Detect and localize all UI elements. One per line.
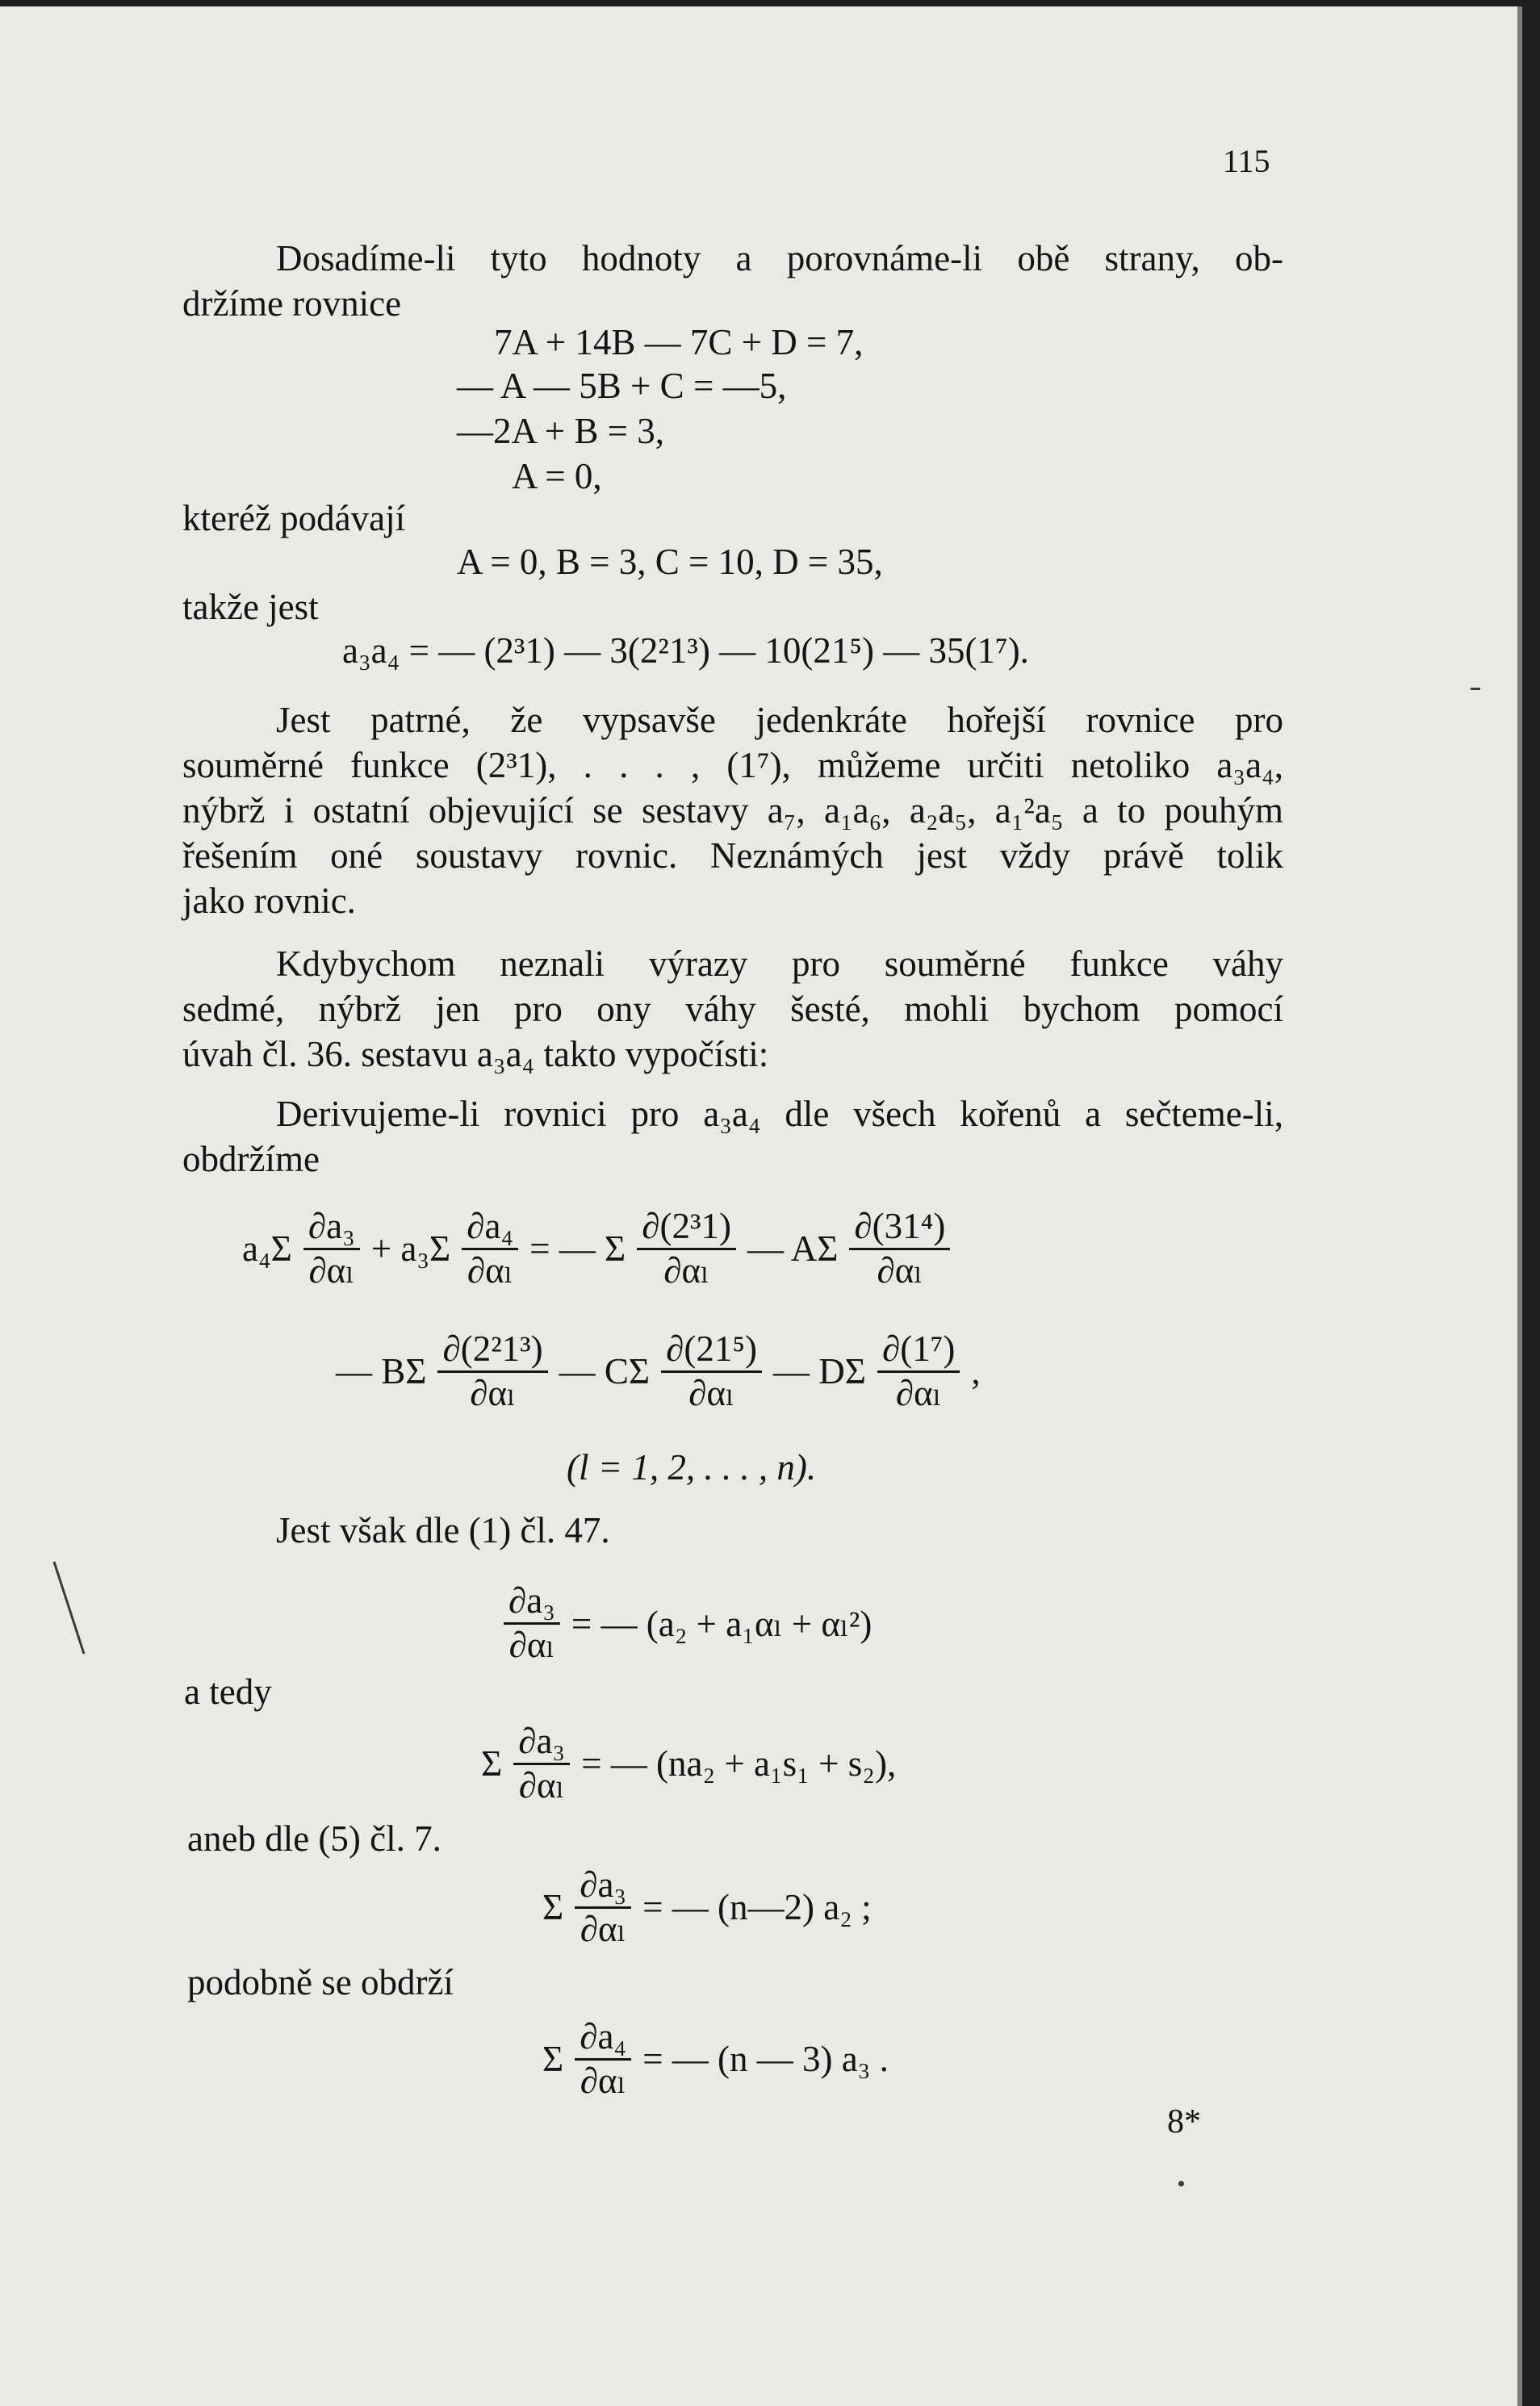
sigma-symbol: Σ <box>542 1887 564 1928</box>
similarly-text: podobně se obdrží <box>187 1962 454 2002</box>
but-text: Jest však dle (1) čl. 47. <box>276 1510 610 1550</box>
eq-term4-fraction: $\frac{\text{∂(31⁴)}}{\text{∂αₗ}}$ <box>849 1206 950 1292</box>
sum-a4-result <box>542 2016 889 2103</box>
eq-term3-prefix: = — Σ <box>529 1228 626 1270</box>
index-range: (l = 1, 2, . . . , n). <box>567 1447 817 1488</box>
derivative-equation-line2 <box>336 1329 981 1415</box>
eq-term7-comma: , <box>971 1351 981 1392</box>
derivative-equation-line1 <box>242 1206 950 1292</box>
solution-line: A = 0, B = 3, C = 10, D = 35, <box>457 542 883 582</box>
eq-term5-fraction: $\frac{\text{∂(2²1³)}}{\text{∂αₗ}}$ <box>437 1329 547 1415</box>
eq-term2-prefix: + a₃Σ <box>370 1228 451 1270</box>
eq-term6-prefix: — CΣ <box>559 1351 651 1392</box>
signature-mark: 8* <box>1167 2103 1201 2140</box>
para2-line2: souměrné funkce (2³1), . . . , (1⁷), můžeme určiti netoliko a₃a₄, <box>182 745 1283 785</box>
eq4-rhs: = — (n — 3) a₃ . <box>642 2039 889 2080</box>
eq-term5-prefix: — BΣ <box>336 1351 427 1392</box>
eq-term2-fraction: $\frac{\text{∂a₄}}{\text{∂αₗ}}$ <box>462 1206 518 1292</box>
eq-term4-prefix: — AΣ <box>747 1228 839 1270</box>
sigma-symbol: Σ <box>542 2039 564 2080</box>
system-row-4: A = 0, <box>512 456 602 496</box>
stray-dot <box>1178 2181 1184 2186</box>
so-that-text: takže jest <box>182 587 319 627</box>
para3-line2: sedmé, nýbrž jen pro ony váhy šesté, mohli bychom pomocí <box>182 989 1283 1029</box>
eq-term7-fraction: $\frac{\text{∂(1⁷)}}{\text{∂αₗ}}$ <box>877 1329 960 1415</box>
para2-line1: Jest patrné, že vypsavše jedenkráte hořejší rovnice pro <box>276 700 1283 740</box>
system-row-2: — A — 5B + C = —5, <box>457 366 787 406</box>
partial-a3-equation <box>504 1580 872 1667</box>
eq4-fraction: $\frac{\text{∂a₄}}{\text{∂αₗ}}$ <box>575 2016 631 2103</box>
sigma-symbol: Σ <box>481 1743 503 1785</box>
para2-line5: jako rovnic. <box>182 881 356 921</box>
eq-term7-prefix: — DΣ <box>773 1351 866 1392</box>
para4-line1: Derivujeme-li rovnici pro a₃a₄ dle všech kořenů a sečteme-li, <box>276 1094 1283 1134</box>
and-thus-text: a tedy <box>184 1672 272 1712</box>
or-by-text: aneb dle (5) čl. 7. <box>187 1818 441 1859</box>
para1-line2: držíme rovnice <box>182 283 402 324</box>
para2-line3: nýbrž i ostatní objevující se sestavy a₇, a₁a₆, a₂a₅, a₁²a₅ a to pouhým <box>182 790 1283 831</box>
eq1-fraction: $\frac{\text{∂a₃}}{\text{∂αₗ}}$ <box>504 1580 560 1667</box>
para3-line3: úvah čl. 36. sestavu a₃a₄ takto vypočísti: <box>182 1034 769 1074</box>
which-give-text: kteréž podávají <box>182 498 406 538</box>
eq2-rhs: = — (na₂ + a₁s₁ + s₂), <box>581 1743 897 1785</box>
eq-term1-fraction: $\frac{\text{∂a₃}}{\text{∂αₗ}}$ <box>303 1206 360 1292</box>
stray-mark <box>53 1561 86 1654</box>
book-page <box>0 6 1522 2406</box>
eq3-fraction: $\frac{\text{∂a₃}}{\text{∂αₗ}}$ <box>575 1864 631 1951</box>
para3-line1: Kdybychom neznali výrazy pro souměrné funkce váhy <box>276 944 1283 984</box>
para4-line2: obdržíme <box>182 1139 320 1179</box>
eq-term1-prefix: a₄Σ <box>242 1228 292 1270</box>
eq2-fraction: $\frac{\text{∂a₃}}{\text{∂αₗ}}$ <box>513 1721 570 1807</box>
sum-a3-result <box>542 1864 872 1951</box>
system-row-1: 7A + 14B — 7C + D = 7, <box>494 322 864 362</box>
eq-term6-fraction: $\frac{\text{∂(21⁵)}}{\text{∂αₗ}}$ <box>661 1329 762 1415</box>
para1-line1: Dosadíme-li tyto hodnoty a porovnáme-li obě strany, ob- <box>276 238 1283 278</box>
eq3-rhs: = — (n—2) a₂ ; <box>642 1887 872 1928</box>
page-number: 115 <box>1223 143 1270 179</box>
eq1-rhs: = — (a₂ + a₁αₗ + αₗ²) <box>571 1603 873 1644</box>
result-equation: a₃a₄ = — (2³1) — 3(2²1³) — 10(21⁵) — 35(1⁷). <box>342 630 1029 671</box>
para2-line4: řešením oné soustavy rovnic. Neznámých jest vždy právě tolik <box>182 835 1283 876</box>
sum-a3-equation <box>481 1721 896 1807</box>
eq-term3-fraction: $\frac{\text{∂(2³1)}}{\text{∂αₗ}}$ <box>637 1206 736 1292</box>
system-row-3: —2A + B = 3, <box>457 411 665 451</box>
stray-mark <box>1471 688 1480 690</box>
